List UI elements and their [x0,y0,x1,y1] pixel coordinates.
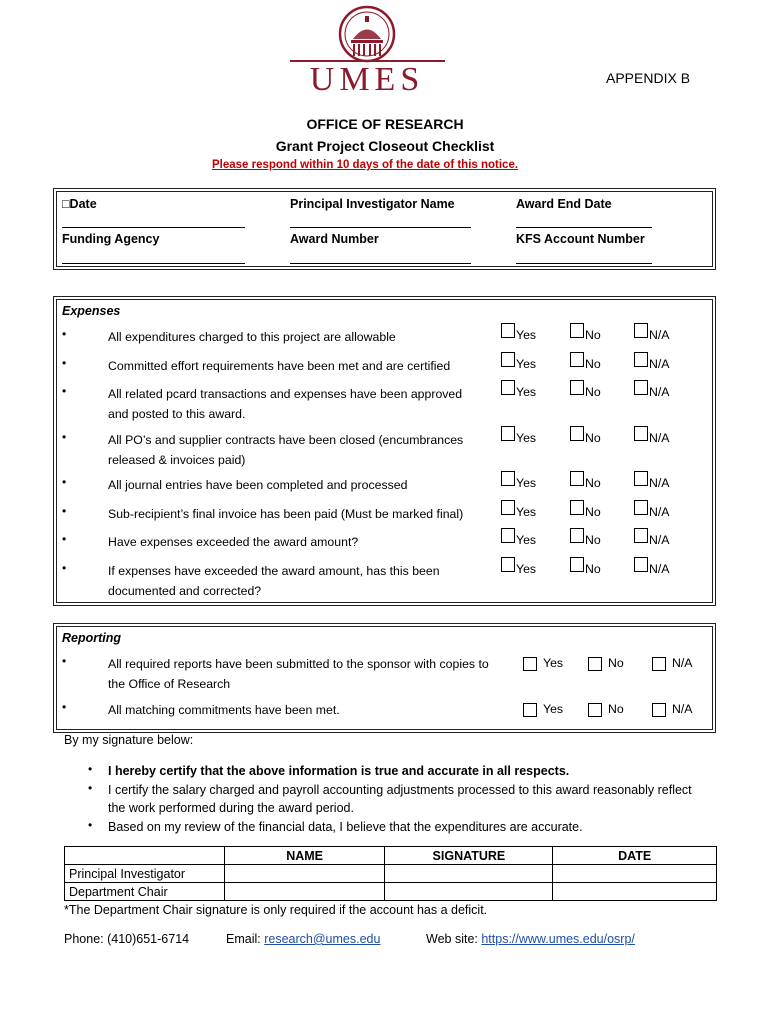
kfs-account-field[interactable] [516,250,652,264]
pi-name-label: Principal Investigator Name [290,197,455,211]
cert-bullet: • [88,818,93,832]
signature-header: SIGNATURE [385,847,553,865]
website-contact [426,932,635,946]
yes-checkbox[interactable] [501,426,515,441]
award-end-date-label: Award End Date [516,197,612,211]
item-text [108,430,488,470]
pi-date-cell[interactable] [553,865,717,883]
item-text [108,327,488,347]
option-yes [501,323,536,342]
yes-checkbox[interactable] [501,323,515,338]
item-text-line1: Sub-recipient’s final invoice has been paid (Must be marked final) [108,507,464,521]
item-text-line1: All matching commitments have been met. [108,703,340,717]
item-text-line2: the Office of Research [108,677,231,691]
award-number-field[interactable] [290,250,471,264]
na-checkbox[interactable] [634,426,648,441]
na-checkbox[interactable] [634,380,648,395]
item-text-line1: Committed effort requirements have been met and are certified [108,359,451,373]
umes-logo [285,4,450,96]
item-text-line1: All PO’s and supplier contracts have been closed (encumbrances [108,433,464,447]
na-label: N/A [649,533,670,547]
option-na [634,323,670,342]
no-label: No [608,702,624,716]
yes-label: Yes [516,562,537,576]
na-checkbox[interactable] [652,657,666,671]
yes-label: Yes [516,357,537,371]
option-na [652,656,693,671]
no-label: No [585,328,601,342]
item-bullet: • [62,700,67,714]
option-no [570,426,601,445]
item-bullet: • [62,654,67,668]
option-na [634,557,670,576]
option-na [634,471,670,490]
option-no [570,471,601,490]
item-text [108,356,488,376]
no-checkbox[interactable] [570,528,584,543]
chair-row-label: Department Chair [65,883,225,901]
yes-checkbox[interactable] [501,471,515,486]
yes-checkbox[interactable] [501,352,515,367]
svg-text:UMES: UMES [309,61,425,96]
option-na [634,352,670,371]
item-bullet: • [62,430,67,444]
item-text [108,700,518,720]
na-label: N/A [672,656,693,670]
na-label: N/A [649,505,670,519]
email-link[interactable]: research@umes.edu [264,932,381,946]
na-label: N/A [649,357,670,371]
yes-label: Yes [516,328,537,342]
chair-signature-cell[interactable] [385,883,553,901]
item-bullet: • [62,384,67,398]
deficit-footnote: *The Department Chair signature is only required if the account has a deficit. [64,903,488,917]
option-no [570,500,601,519]
item-text-line1: If expenses have exceeded the award amount, has this been [108,564,440,578]
yes-label: Yes [543,702,564,716]
item-bullet: • [62,504,67,518]
yes-checkbox[interactable] [501,380,515,395]
na-checkbox[interactable] [634,500,648,515]
item-text-line1: All expenditures charged to this project are allowable [108,330,396,344]
no-label: No [585,562,601,576]
certification-1: I hereby certify that the above information is true and accurate in all respects. [108,764,570,778]
item-text [108,654,518,694]
item-bullet: • [62,475,67,489]
item-bullet: • [62,532,67,546]
date-label: □Date [62,197,97,211]
yes-label: Yes [516,533,537,547]
yes-checkbox[interactable] [501,528,515,543]
response-notice: Please respond within 10 days of the date of this notice. [211,159,519,171]
option-yes [501,500,536,519]
kfs-account-label: KFS Account Number [516,232,645,246]
na-label: N/A [649,385,670,399]
option-yes [501,380,536,399]
no-label: No [585,476,601,490]
yes-label: Yes [543,656,564,670]
item-text-line1: All journal entries have been completed and processed [108,478,408,492]
yes-label: Yes [516,476,537,490]
na-checkbox[interactable] [634,323,648,338]
signature-table-corner [65,847,225,865]
na-checkbox[interactable] [634,528,648,543]
cert-bullet: • [88,762,93,776]
option-no [570,557,601,576]
na-checkbox[interactable] [634,471,648,486]
website-link[interactable]: https://www.umes.edu/osrp/ [481,932,635,946]
certification-3: Based on my review of the financial data, I believe that the expenditures are accurate. [108,820,583,834]
funding-agency-label: Funding Agency [62,232,160,246]
option-yes [501,471,536,490]
item-text-line1: Have expenses exceeded the award amount? [108,535,359,549]
no-label: No [585,357,601,371]
item-text [108,475,488,495]
no-label: No [585,431,601,445]
na-checkbox[interactable] [634,557,648,572]
item-text [108,561,488,601]
option-yes [501,528,536,547]
option-na [634,426,670,445]
appendix-label: APPENDIX B [606,70,691,86]
no-label: No [585,533,601,547]
pi-row-label: Principal Investigator [65,865,225,883]
checklist-title: Grant Project Closeout Checklist [275,138,495,154]
item-bullet: • [62,561,67,575]
no-checkbox[interactable] [570,500,584,515]
option-yes [523,702,563,717]
item-bullet: • [62,356,67,370]
no-checkbox[interactable] [570,557,584,572]
option-yes [501,557,536,576]
award-number-label: Award Number [290,232,379,246]
item-text-line1: All related pcard transactions and expenses have been approved [108,387,463,401]
option-no [570,323,601,342]
pi-name-field[interactable] [290,214,471,228]
option-na [634,380,670,399]
chair-name-cell[interactable] [224,883,385,901]
item-text-line2: documented and corrected? [108,584,262,598]
option-no [588,702,624,717]
reporting-title: Reporting [62,631,122,645]
option-na [634,528,670,547]
no-label: No [585,505,601,519]
yes-checkbox[interactable] [501,500,515,515]
yes-label: Yes [516,505,537,519]
option-yes [501,426,536,445]
award-end-date-field[interactable] [516,214,652,228]
expenses-title: Expenses [62,304,121,318]
office-title: OFFICE OF RESEARCH [306,116,464,132]
cert-bullet: • [88,781,93,795]
no-checkbox[interactable] [570,323,584,338]
no-label: No [585,385,601,399]
date-field[interactable] [62,214,245,228]
na-checkbox[interactable] [652,703,666,717]
no-checkbox[interactable] [570,352,584,367]
no-checkbox[interactable] [588,657,602,671]
yes-checkbox[interactable] [501,557,515,572]
no-checkbox[interactable] [570,471,584,486]
date-header: DATE [553,847,717,865]
option-no [588,656,624,671]
signature-table [64,846,717,901]
option-no [570,380,601,399]
item-text [108,504,488,524]
certification-2-line2: the work performed during the award period. [108,801,354,815]
no-checkbox[interactable] [588,703,602,717]
chair-date-cell[interactable] [553,883,717,901]
email-label: Email: [226,932,265,946]
na-label: N/A [649,431,670,445]
certification-2-line1: I certify the salary charged and payroll accounting adjustments processed to this award reasonably reflect [108,783,692,797]
item-text-line2: released & invoices paid) [108,453,246,467]
option-na [652,702,693,717]
yes-label: Yes [516,431,537,445]
item-text-line1: All required reports have been submitted to the sponsor with copies to [108,657,489,671]
item-text [108,532,488,552]
yes-checkbox[interactable] [523,703,537,717]
item-text [108,384,488,424]
na-label: N/A [649,476,670,490]
funding-agency-field[interactable] [62,250,245,264]
no-checkbox[interactable] [570,380,584,395]
yes-label: Yes [516,385,537,399]
na-label: N/A [649,562,670,576]
option-no [570,528,601,547]
option-na [634,500,670,519]
na-checkbox[interactable] [634,352,648,367]
yes-checkbox[interactable] [523,657,537,671]
pi-signature-cell[interactable] [385,865,553,883]
signature-intro: By my signature below: [64,733,194,747]
na-label: N/A [672,702,693,716]
option-no [570,352,601,371]
email-contact [226,932,380,946]
item-bullet: • [62,327,67,341]
na-label: N/A [649,328,670,342]
item-text-line2: and posted to this award. [108,407,246,421]
name-header: NAME [224,847,385,865]
phone-number: Phone: (410)651-6714 [64,932,190,946]
no-checkbox[interactable] [570,426,584,441]
no-label: No [608,656,624,670]
pi-name-cell[interactable] [224,865,385,883]
website-label: Web site: [426,932,482,946]
option-yes [523,656,563,671]
option-yes [501,352,536,371]
